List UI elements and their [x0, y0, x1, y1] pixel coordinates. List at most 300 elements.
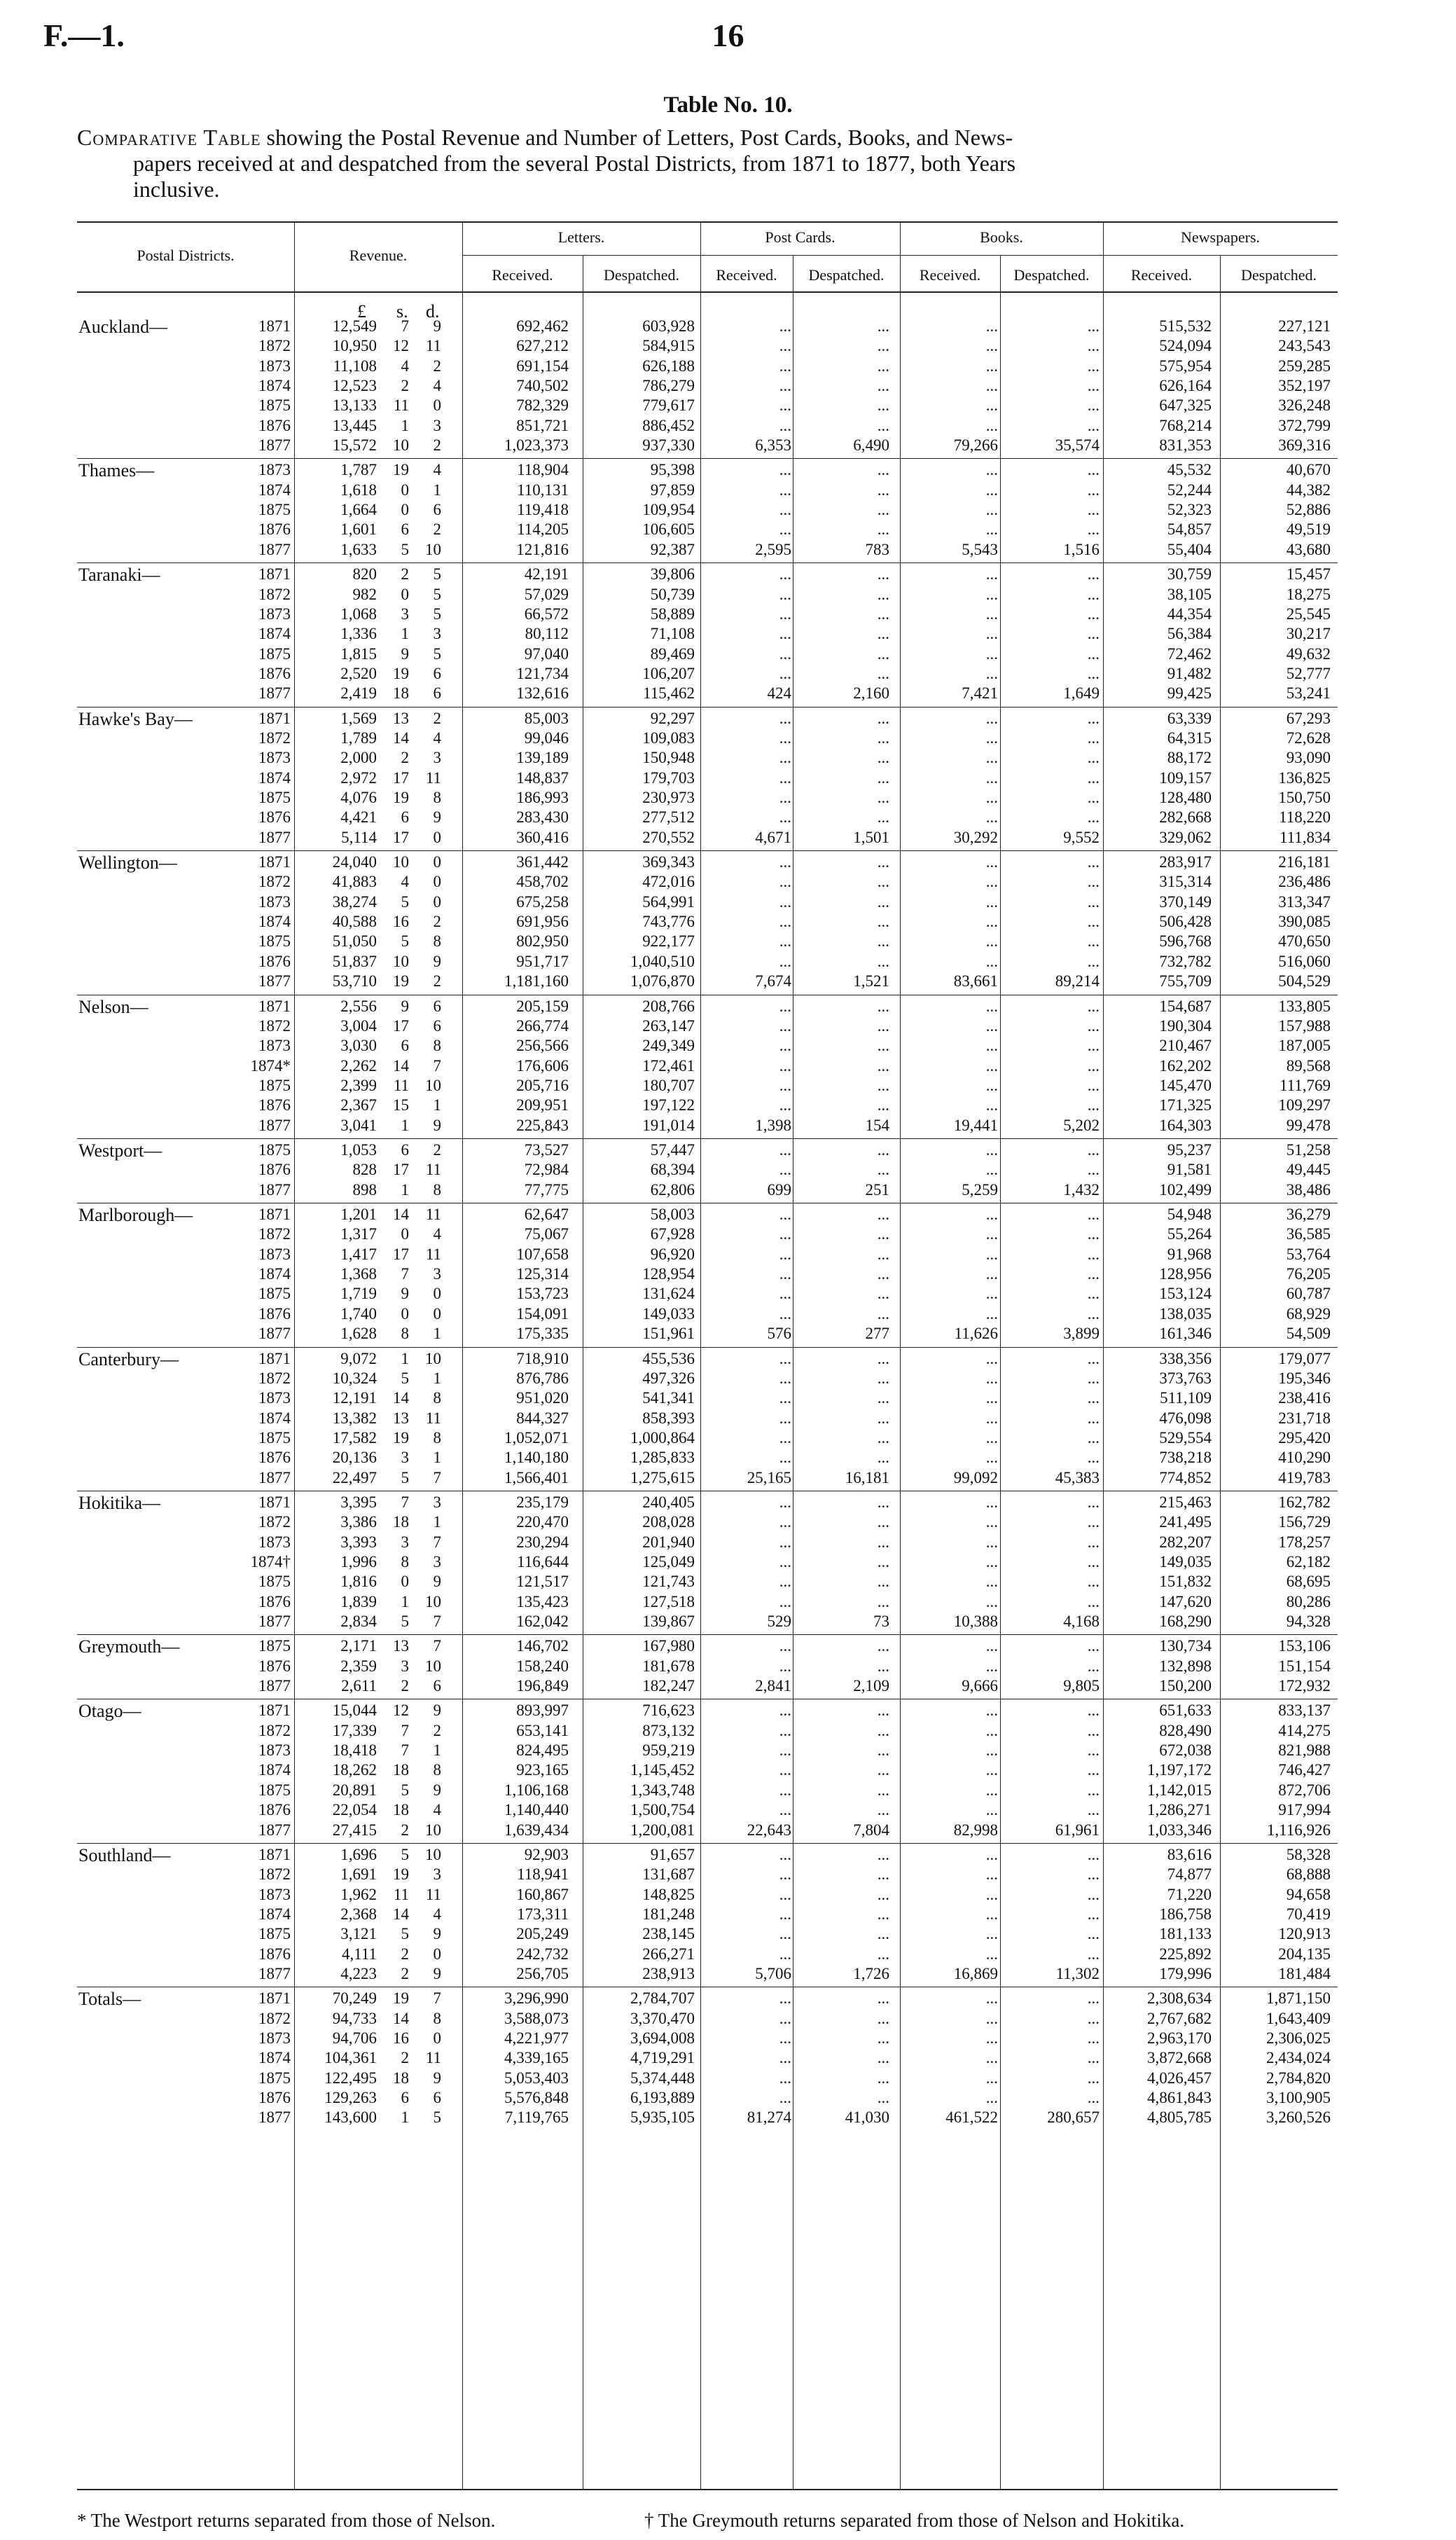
cell-newspapers-received: 130,734: [1159, 1637, 1212, 1655]
table-row: [0, 1470, 1456, 1486]
cell-newspapers-received: 132,898: [1159, 1657, 1212, 1675]
table-row: [0, 1574, 1456, 1589]
cell-newspapers-received: 828,490: [1159, 1721, 1212, 1739]
table-row: [0, 1143, 1456, 1158]
cell-books-received: ...: [985, 2089, 998, 2107]
table-row: [0, 1926, 1456, 1942]
cell-books-received: ...: [985, 1945, 998, 1963]
cell-post-cards-despatched: ...: [877, 605, 889, 623]
cell-letters-despatched: 131,624: [642, 1285, 695, 1303]
cell-books-received: ...: [985, 520, 998, 539]
cell-post-cards-despatched: ...: [877, 1592, 889, 1610]
cell-post-cards-despatched: ...: [877, 416, 889, 434]
cell-letters-received: 225,843: [516, 1116, 569, 1134]
cell-newspapers-received: 179,996: [1159, 1964, 1212, 1982]
cell-books-despatched: ...: [1087, 997, 1100, 1015]
cell-books-received: ...: [985, 768, 998, 787]
cell-letters-despatched: 564,991: [642, 892, 695, 911]
cell-revenue-pence: 2: [433, 913, 441, 931]
cell-post-cards-received: ...: [779, 461, 791, 479]
cell-year: 1874: [258, 1905, 291, 1923]
cell-books-received: ...: [985, 1369, 998, 1387]
cell-revenue-pounds: 3,386: [340, 1513, 377, 1531]
cell-revenue-shillings: 0: [401, 1304, 409, 1323]
cell-post-cards-received: ...: [779, 1865, 791, 1884]
cell-letters-despatched: 148,825: [642, 1885, 695, 1903]
cell-year: 1876: [258, 1304, 291, 1323]
cell-books-despatched: ...: [1087, 952, 1100, 970]
cell-letters-received: 121,734: [516, 664, 569, 682]
cell-books-received: ...: [985, 892, 998, 911]
cell-revenue-pounds: 40,588: [332, 913, 377, 931]
cell-letters-received: 691,956: [516, 913, 569, 931]
cell-newspapers-received: 128,480: [1159, 789, 1212, 807]
cell-post-cards-despatched: ...: [877, 997, 889, 1015]
table-row: [0, 999, 1456, 1014]
cell-books-despatched: 89,214: [1055, 972, 1100, 991]
cell-newspapers-received: 74,877: [1167, 1865, 1212, 1884]
cell-post-cards-received: ...: [779, 873, 791, 891]
cell-books-received: ...: [985, 709, 998, 727]
cell-revenue-pence: 0: [433, 1285, 441, 1303]
cell-books-received: ...: [985, 1285, 998, 1303]
cell-books-despatched: 1,649: [1063, 684, 1100, 703]
table-row: [0, 1411, 1456, 1426]
cell-post-cards-received: ...: [779, 377, 791, 395]
cell-books-despatched: ...: [1087, 1552, 1100, 1571]
table-row: [0, 1351, 1456, 1367]
cell-newspapers-despatched: 187,005: [1278, 1037, 1331, 1055]
cell-newspapers-despatched: 93,090: [1286, 749, 1331, 767]
header-bottom-rule: [77, 291, 1338, 293]
cell-books-received: ...: [985, 1037, 998, 1055]
cell-post-cards-received: 6,353: [755, 436, 791, 455]
cell-books-despatched: 1,432: [1063, 1180, 1100, 1199]
cell-post-cards-received: ...: [779, 1905, 791, 1923]
cell-revenue-pence: 7: [433, 1637, 441, 1655]
cell-books-received: ...: [985, 357, 998, 375]
cell-revenue-pence: 8: [433, 1428, 441, 1447]
cell-newspapers-despatched: 52,777: [1286, 664, 1331, 682]
cell-post-cards-received: ...: [779, 892, 791, 911]
cell-revenue-pence: 2: [433, 436, 441, 455]
cell-revenue-pence: 4: [433, 377, 441, 395]
cell-books-despatched: 11,302: [1055, 1964, 1100, 1982]
cell-revenue-shillings: 18: [393, 684, 409, 703]
cell-newspapers-despatched: 49,632: [1286, 644, 1331, 663]
cell-newspapers-received: 672,038: [1159, 1741, 1212, 1760]
cell-newspapers-received: 282,207: [1159, 1533, 1212, 1551]
cell-letters-despatched: 238,913: [642, 1964, 695, 1982]
cell-newspapers-despatched: 44,382: [1286, 481, 1331, 499]
cell-books-received: ...: [985, 1265, 998, 1283]
cell-year: 1871: [258, 853, 291, 871]
cell-letters-received: 951,020: [516, 1389, 569, 1407]
cell-books-despatched: 45,383: [1055, 1468, 1100, 1486]
document-code: F.—1.: [43, 18, 125, 53]
table-row: [0, 1847, 1456, 1863]
cell-books-despatched: ...: [1087, 1533, 1100, 1551]
cell-revenue-shillings: 5: [401, 1781, 409, 1799]
cell-year: 1877: [258, 684, 291, 703]
cell-books-received: ...: [985, 1761, 998, 1779]
cell-revenue-pence: 9: [433, 808, 441, 827]
cell-letters-despatched: 472,016: [642, 873, 695, 891]
cell-newspapers-despatched: 153,106: [1278, 1637, 1331, 1655]
cell-year: 1872: [258, 1513, 291, 1531]
table-row: [0, 1058, 1456, 1074]
cell-books-received: ...: [985, 1349, 998, 1367]
cell-revenue-pounds: 3,121: [340, 1925, 377, 1943]
table-row: [0, 2031, 1456, 2046]
district-separator: [77, 458, 1338, 459]
cell-letters-despatched: 249,349: [642, 1037, 695, 1055]
cell-letters-received: 283,430: [516, 808, 569, 827]
cell-books-received: 19,441: [953, 1116, 998, 1134]
cell-revenue-pounds: 1,628: [340, 1325, 377, 1343]
cell-letters-despatched: 541,341: [642, 1389, 695, 1407]
cell-books-despatched: 9,805: [1063, 1677, 1100, 1695]
cell-post-cards-despatched: ...: [877, 1428, 889, 1447]
cell-revenue-pounds: 2,399: [340, 1076, 377, 1094]
cell-books-despatched: ...: [1087, 1885, 1100, 1903]
cell-post-cards-received: ...: [779, 913, 791, 931]
cell-post-cards-despatched: ...: [877, 1016, 889, 1035]
table-caption: [77, 125, 1338, 202]
cell-letters-received: 824,495: [516, 1741, 569, 1760]
cell-books-received: ...: [985, 337, 998, 355]
cell-post-cards-received: ...: [779, 1285, 791, 1303]
cell-books-received: ...: [985, 873, 998, 891]
cell-newspapers-received: 315,314: [1159, 873, 1212, 891]
table-row: [0, 2071, 1456, 2086]
cell-post-cards-received: ...: [779, 1721, 791, 1739]
cell-post-cards-despatched: ...: [877, 952, 889, 970]
cell-year: 1877: [258, 1325, 291, 1343]
cell-letters-received: 42,191: [524, 565, 569, 584]
cell-revenue-pence: 2: [433, 1141, 441, 1159]
cell-newspapers-despatched: 352,197: [1278, 377, 1331, 395]
table-row: [0, 1638, 1456, 1654]
cell-year: 1875: [258, 1285, 291, 1303]
cell-revenue-shillings: 14: [393, 1389, 409, 1407]
cell-revenue-shillings: 2: [401, 1964, 409, 1982]
cell-books-received: ...: [985, 1513, 998, 1531]
cell-post-cards-received: ...: [779, 932, 791, 951]
table-row: [0, 1703, 1456, 1718]
cell-books-received: ...: [985, 1304, 998, 1323]
table-row: [0, 1991, 1456, 2006]
cell-revenue-pence: 10: [425, 1845, 441, 1863]
cell-revenue-pence: 6: [433, 501, 441, 519]
cell-letters-despatched: 3,370,470: [630, 2009, 695, 2027]
cell-year: 1877: [258, 540, 291, 558]
cell-year: 1873: [258, 1389, 291, 1407]
cell-books-despatched: ...: [1087, 520, 1100, 539]
cell-post-cards-received: ...: [779, 749, 791, 767]
cell-revenue-pounds: 2,419: [340, 684, 377, 703]
cell-letters-received: 205,716: [516, 1076, 569, 1094]
cell-books-despatched: ...: [1087, 1245, 1100, 1263]
cell-revenue-shillings: 8: [401, 1552, 409, 1571]
cell-year: 1877: [258, 436, 291, 455]
cell-post-cards-despatched: ...: [877, 1409, 889, 1427]
cell-books-received: ...: [985, 1657, 998, 1675]
cell-newspapers-despatched: 150,750: [1278, 789, 1331, 807]
cell-revenue-shillings: 6: [401, 1141, 409, 1159]
cell-letters-received: 139,189: [516, 749, 569, 767]
cell-revenue-pounds: 38,274: [332, 892, 377, 911]
cell-letters-received: 121,816: [516, 540, 569, 558]
cell-books-despatched: 61,961: [1055, 1821, 1100, 1839]
cell-books-received: ...: [985, 1493, 998, 1511]
cell-newspapers-despatched: 872,706: [1278, 1781, 1331, 1799]
cell-year: 1877: [258, 2108, 291, 2127]
cell-books-despatched: ...: [1087, 1096, 1100, 1114]
cell-year: 1875: [258, 789, 291, 807]
district-name: Southland—: [78, 1844, 171, 1865]
cell-revenue-pounds: 2,972: [340, 768, 377, 787]
cell-revenue-pence: 4: [433, 1801, 441, 1819]
cell-books-despatched: 1,516: [1063, 540, 1100, 558]
cell-letters-despatched: 873,132: [642, 1721, 695, 1739]
cell-newspapers-despatched: 821,988: [1278, 1741, 1331, 1760]
cell-post-cards-despatched: ...: [877, 1389, 889, 1407]
cell-letters-received: 844,327: [516, 1409, 569, 1427]
cell-post-cards-despatched: ...: [877, 932, 889, 951]
cell-post-cards-despatched: ...: [877, 1533, 889, 1551]
cell-revenue-pence: 1: [433, 1369, 441, 1387]
cell-revenue-shillings: 14: [393, 1206, 409, 1224]
cell-revenue-shillings: 5: [401, 540, 409, 558]
cell-books-despatched: ...: [1087, 1945, 1100, 1963]
district-name: Hawke's Bay—: [78, 708, 193, 729]
cell-revenue-pence: 0: [433, 892, 441, 911]
cell-revenue-shillings: 11: [393, 1885, 409, 1903]
cell-post-cards-despatched: ...: [877, 1285, 889, 1303]
table-row: [0, 768, 1456, 787]
cell-post-cards-received: ...: [779, 729, 791, 747]
cell-year: 1874: [258, 625, 291, 643]
cell-newspapers-despatched: 390,085: [1278, 913, 1331, 931]
cell-year: 1873: [258, 357, 291, 375]
cell-books-received: ...: [985, 396, 998, 415]
cell-year: 1872: [258, 585, 291, 603]
table-row: [0, 319, 1456, 334]
cell-letters-despatched: 179,703: [642, 768, 695, 787]
table-row: [0, 1038, 1456, 1054]
cell-year: 1875: [258, 1781, 291, 1799]
cell-revenue-pounds: 828: [352, 1161, 377, 1179]
cell-books-received: ...: [985, 2049, 998, 2067]
cell-revenue-pounds: 1,664: [340, 501, 377, 519]
cell-letters-received: 1,639,434: [504, 1821, 569, 1839]
table-row: [0, 934, 1456, 949]
cell-post-cards-despatched: ...: [877, 1096, 889, 1114]
cell-books-despatched: ...: [1087, 1741, 1100, 1760]
cell-year: 1872: [258, 1369, 291, 1387]
cell-post-cards-despatched: ...: [877, 2089, 889, 2107]
cell-newspapers-received: 515,532: [1159, 317, 1212, 335]
cell-books-despatched: ...: [1087, 1285, 1100, 1303]
cell-books-despatched: ...: [1087, 396, 1100, 415]
cell-letters-despatched: 150,948: [642, 749, 695, 767]
cell-revenue-shillings: 9: [401, 644, 409, 663]
cell-newspapers-received: 738,218: [1159, 1449, 1212, 1467]
cell-letters-received: 73,527: [524, 1141, 569, 1159]
cell-letters-received: 80,112: [525, 625, 569, 643]
cell-newspapers-received: 63,339: [1167, 709, 1212, 727]
cell-books-received: ...: [985, 2029, 998, 2048]
cell-revenue-shillings: 2: [401, 2049, 409, 2067]
cell-revenue-pounds: 18,262: [332, 1761, 377, 1779]
cell-newspapers-despatched: 369,316: [1278, 436, 1331, 455]
cell-post-cards-received: ...: [779, 1265, 791, 1283]
cell-revenue-pounds: 2,520: [340, 664, 377, 682]
header-letters: Letters.: [557, 228, 605, 246]
cell-newspapers-despatched: 1,643,409: [1266, 2009, 1331, 2027]
cell-post-cards-despatched: ...: [877, 2049, 889, 2067]
cell-books-despatched: ...: [1087, 1761, 1100, 1779]
cell-revenue-pence: 1: [433, 1449, 441, 1467]
cell-letters-received: 118,941: [517, 1865, 569, 1884]
cell-revenue-shillings: 19: [393, 789, 409, 807]
header-cards-received: Received.: [716, 266, 777, 284]
cell-newspapers-received: 102,499: [1159, 1180, 1212, 1199]
cell-letters-received: 66,572: [524, 605, 569, 623]
cell-revenue-pence: 6: [433, 1677, 441, 1695]
cell-revenue-pounds: 51,050: [332, 932, 377, 951]
cell-revenue-pence: 5: [433, 2108, 441, 2127]
cell-newspapers-despatched: 3,100,905: [1266, 2089, 1331, 2107]
cell-letters-received: 176,606: [516, 1056, 569, 1075]
cell-year: 1872: [258, 2009, 291, 2027]
cell-post-cards-received: ...: [779, 396, 791, 415]
cell-year: 1874: [258, 377, 291, 395]
cell-newspapers-received: 4,026,457: [1147, 2069, 1212, 2087]
cell-year: 1873: [258, 461, 291, 479]
cell-books-received: 10,388: [953, 1613, 998, 1631]
cell-post-cards-received: 81,274: [747, 2108, 791, 2127]
cell-year: 1871: [258, 1845, 291, 1863]
cell-post-cards-despatched: ...: [877, 1513, 889, 1531]
cell-year: 1872: [258, 1225, 291, 1243]
cell-newspapers-received: 145,470: [1159, 1076, 1212, 1094]
cell-letters-despatched: 5,374,448: [630, 2069, 695, 2087]
table-row: [0, 1594, 1456, 1610]
cell-post-cards-received: ...: [779, 1056, 791, 1075]
district-name: Totals—: [78, 1989, 141, 2010]
cell-letters-despatched: 89,469: [650, 644, 695, 663]
cell-revenue-shillings: 5: [401, 1845, 409, 1863]
cell-post-cards-received: ...: [779, 1389, 791, 1407]
cell-letters-received: 876,786: [516, 1369, 569, 1387]
cell-year: 1876: [258, 1657, 291, 1675]
cell-letters-received: 5,576,848: [504, 2089, 569, 2107]
cell-letters-despatched: 369,343: [642, 853, 695, 871]
cell-newspapers-despatched: 1,871,150: [1266, 1989, 1331, 2008]
cell-revenue-shillings: 13: [393, 709, 409, 727]
cell-newspapers-received: 774,852: [1159, 1468, 1212, 1486]
cell-revenue-pounds: 1,053: [340, 1141, 377, 1159]
table-row: [0, 1162, 1456, 1178]
cell-revenue-pounds: 4,076: [340, 789, 377, 807]
cell-revenue-pounds: 3,030: [340, 1037, 377, 1055]
table-row: [0, 974, 1456, 989]
cell-newspapers-received: 190,304: [1159, 1016, 1212, 1035]
cell-post-cards-despatched: ...: [877, 913, 889, 931]
cell-post-cards-despatched: ...: [877, 1141, 889, 1159]
cell-revenue-pence: 9: [433, 2069, 441, 2087]
cell-newspapers-despatched: 109,297: [1278, 1096, 1331, 1114]
cell-revenue-pence: 11: [425, 337, 441, 355]
cell-revenue-pounds: 94,706: [332, 2029, 377, 2048]
cell-year: 1874: [258, 1409, 291, 1427]
cell-post-cards-despatched: 73: [873, 1613, 889, 1631]
cell-letters-received: 72,984: [524, 1161, 569, 1179]
cell-revenue-shillings: 6: [401, 1037, 409, 1055]
cell-year: 1873: [258, 1037, 291, 1055]
cell-year: 1877: [258, 1116, 291, 1134]
cell-letters-received: 148,837: [516, 768, 569, 787]
cell-revenue-pence: 3: [433, 416, 441, 434]
unit-pounds: £: [357, 301, 366, 322]
cell-newspapers-received: 1,286,271: [1147, 1801, 1212, 1819]
cell-year: 1876: [258, 1449, 291, 1467]
cell-revenue-pounds: 3,395: [340, 1493, 377, 1511]
cell-revenue-pence: 9: [433, 1116, 441, 1134]
cell-post-cards-received: ...: [779, 997, 791, 1015]
cell-revenue-pounds: 3,041: [340, 1116, 377, 1134]
cell-post-cards-received: ...: [779, 1037, 791, 1055]
cell-post-cards-despatched: ...: [877, 749, 889, 767]
header-letters-despatched: Despatched.: [603, 266, 680, 284]
cell-post-cards-received: ...: [779, 317, 791, 335]
cell-newspapers-despatched: 133,805: [1278, 997, 1331, 1015]
cell-year: 1873: [258, 2029, 291, 2048]
cell-letters-received: 186,993: [516, 789, 569, 807]
cell-revenue-pounds: 2,367: [340, 1096, 377, 1114]
cell-post-cards-received: ...: [779, 2009, 791, 2027]
caption-continuation-2: inclusive.: [133, 177, 220, 202]
table-row: [0, 666, 1456, 682]
cell-post-cards-despatched: ...: [877, 1925, 889, 1943]
cell-newspapers-received: 1,142,015: [1147, 1781, 1212, 1799]
cell-post-cards-despatched: ...: [877, 1637, 889, 1655]
cell-letters-despatched: 109,954: [642, 501, 695, 519]
cell-newspapers-received: 91,581: [1167, 1161, 1212, 1179]
cell-newspapers-received: 72,462: [1167, 644, 1212, 663]
cell-books-despatched: ...: [1087, 1016, 1100, 1035]
cell-newspapers-despatched: 414,275: [1278, 1721, 1331, 1739]
cell-letters-received: 205,249: [516, 1925, 569, 1943]
cell-revenue-pence: 2: [433, 1721, 441, 1739]
cell-revenue-pounds: 1,618: [340, 481, 377, 499]
cell-books-despatched: ...: [1087, 1905, 1100, 1923]
cell-post-cards-received: ...: [779, 2089, 791, 2107]
cell-post-cards-despatched: ...: [877, 644, 889, 663]
cell-newspapers-received: 162,202: [1159, 1056, 1212, 1075]
cell-newspapers-received: 154,687: [1159, 997, 1212, 1015]
cell-newspapers-received: 54,857: [1167, 520, 1212, 539]
cell-post-cards-received: ...: [779, 1573, 791, 1591]
cell-revenue-shillings: 0: [401, 585, 409, 603]
cell-revenue-pence: 2: [433, 520, 441, 539]
cell-post-cards-received: 25,165: [747, 1468, 791, 1486]
cell-year: 1877: [258, 972, 291, 991]
cell-revenue-shillings: 14: [393, 729, 409, 747]
cell-letters-despatched: 50,739: [650, 585, 695, 603]
